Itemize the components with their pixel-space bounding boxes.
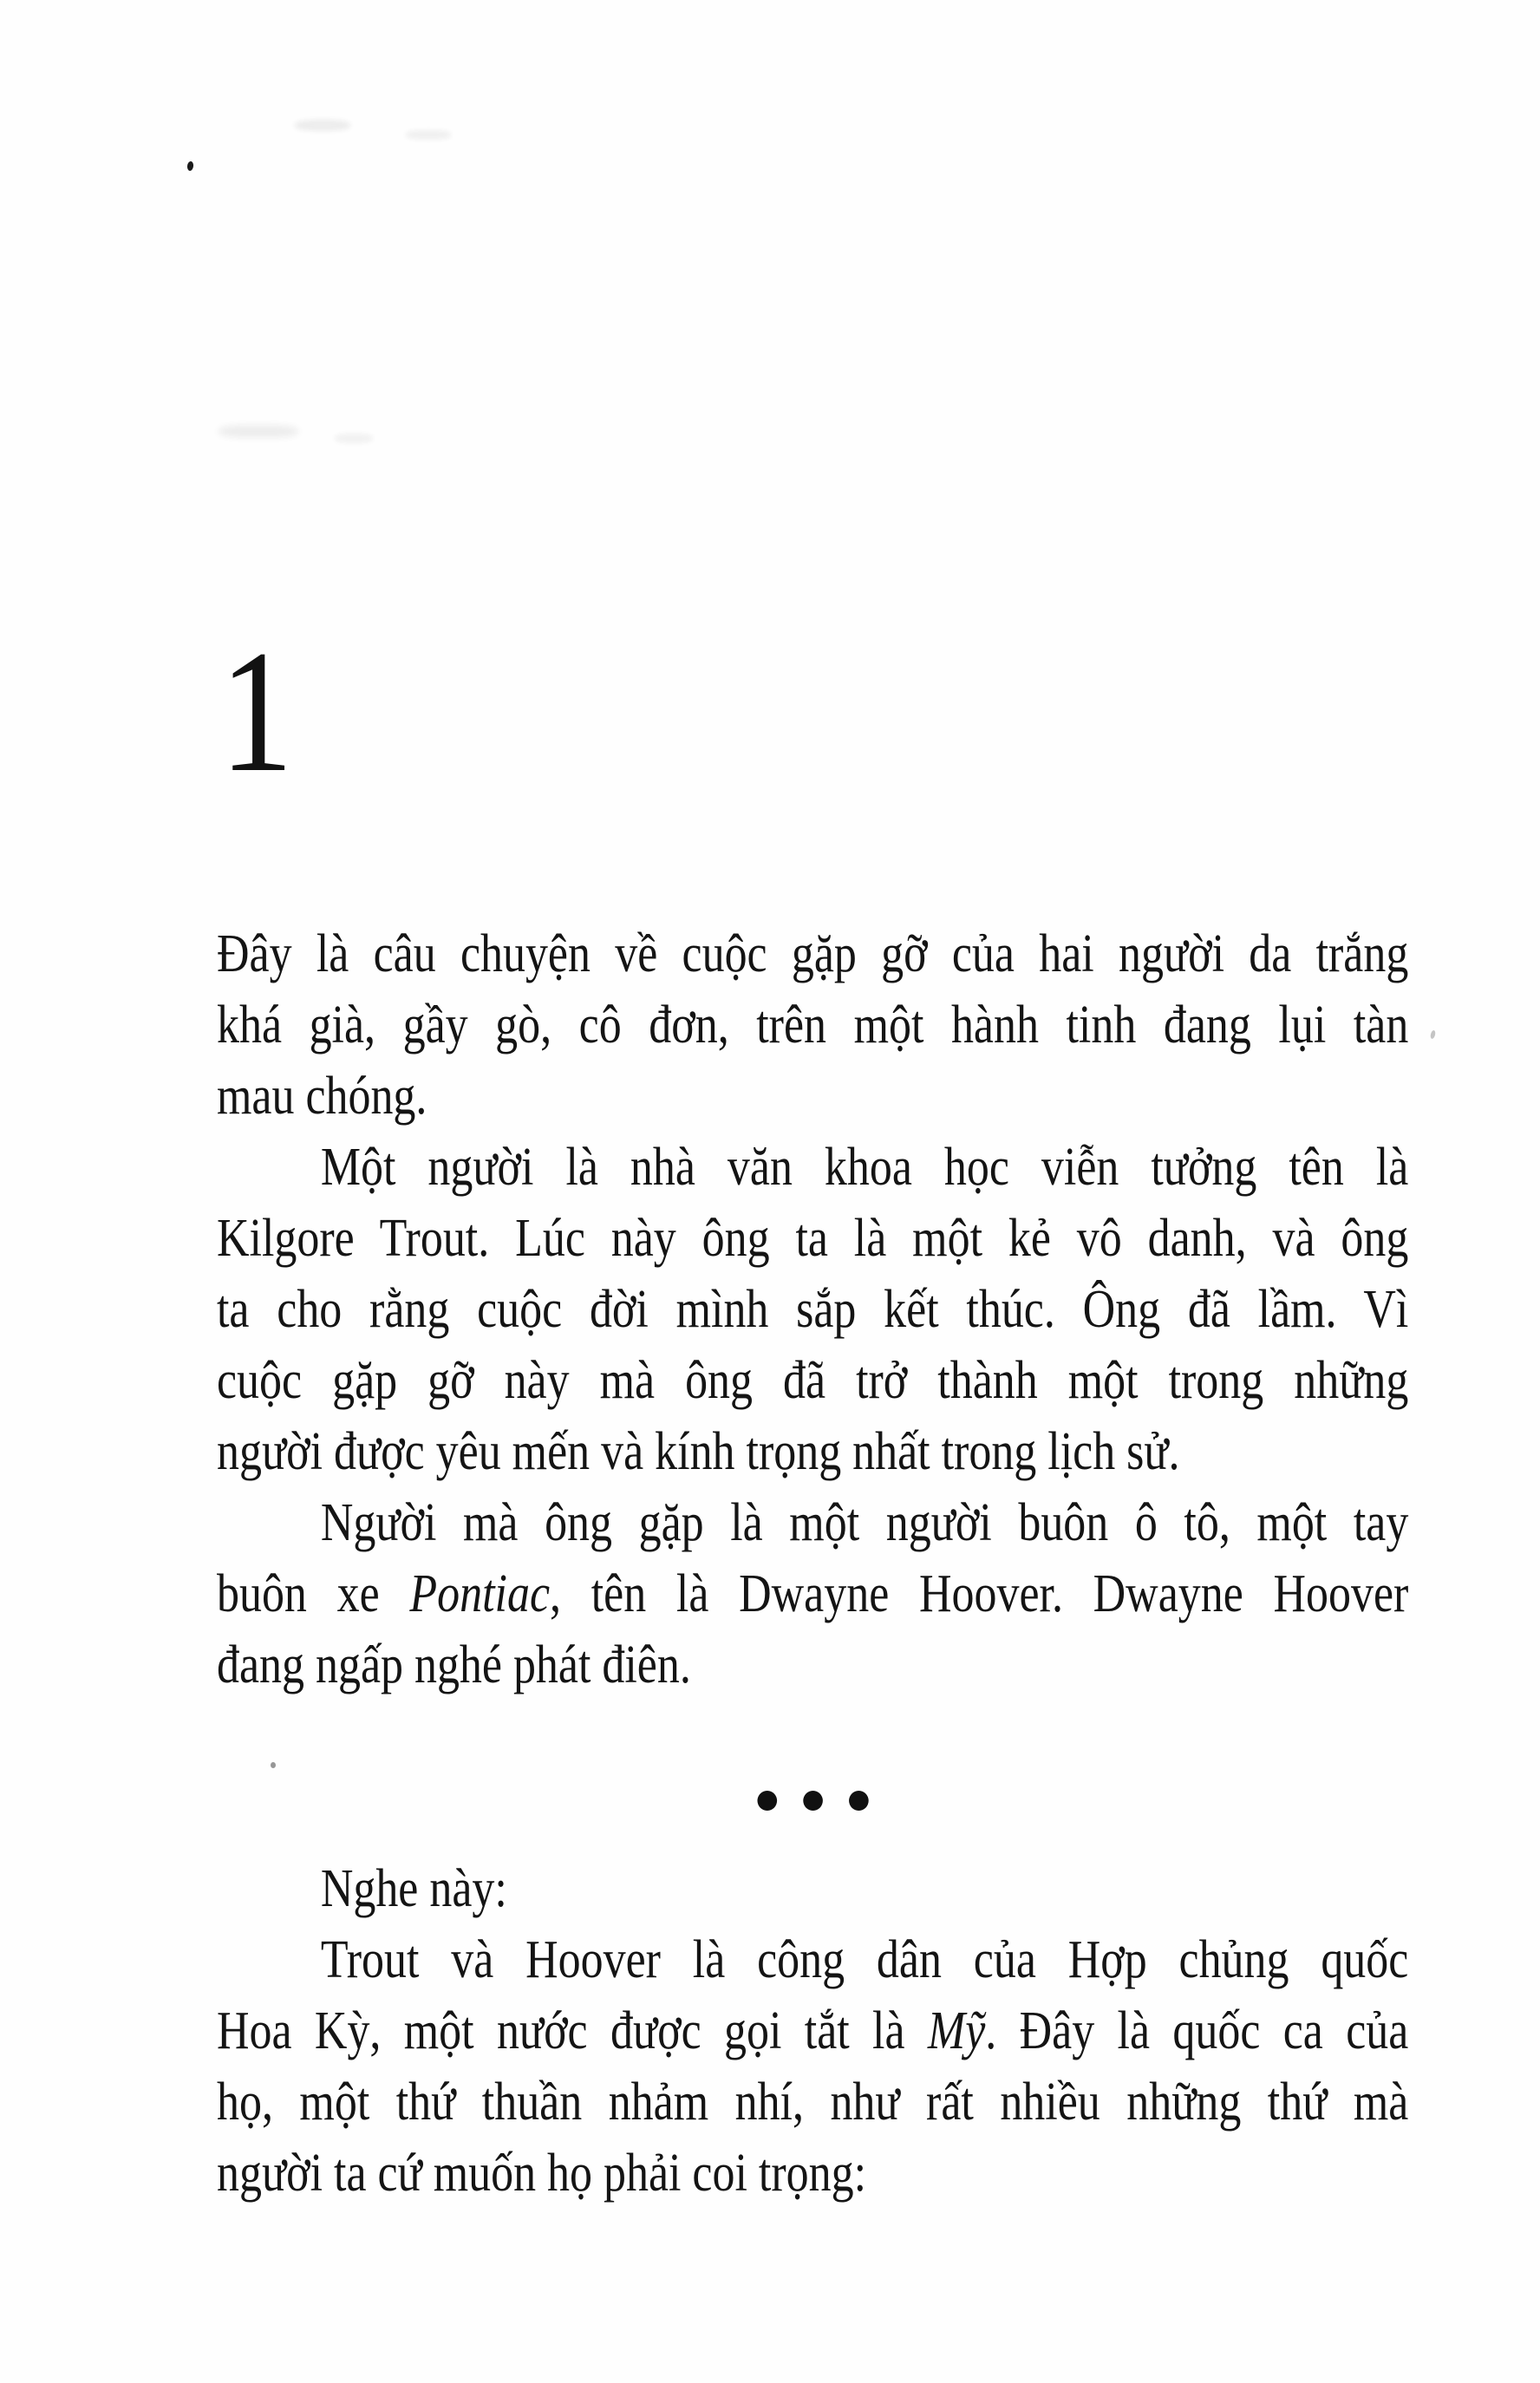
body-text-line bbox=[217, 1924, 1408, 1995]
body-text-segment: họ, một thứ thuần nhảm nhí, như rất nhiều những thứ mà bbox=[217, 2073, 1409, 2132]
body-text-segment: cuộc gặp gỡ này mà ông đã trở thành một trong những bbox=[217, 1351, 1409, 1410]
separator-dot bbox=[803, 1791, 823, 1811]
body-text-line bbox=[217, 1995, 1408, 2066]
body-text-segment: Hoa Kỳ, một nước được gọi tắt là bbox=[217, 2001, 928, 2060]
body-text-segment: đang ngấp nghé phát điên. bbox=[217, 1635, 691, 1694]
body-text-line bbox=[217, 1132, 1408, 1203]
body-text-segment: . Đây là quốc ca của bbox=[985, 2001, 1409, 2060]
body-text-line bbox=[217, 1853, 1408, 1924]
text-block bbox=[217, 918, 1408, 2209]
section-separator bbox=[217, 1701, 1408, 1853]
body-text-line bbox=[217, 2138, 1408, 2209]
body-text-segment: người được yêu mến và kính trọng nhất trong lịch sử. bbox=[217, 1422, 1180, 1481]
body-text-segment: Người mà ông gặp là một người buôn ô tô, một tay bbox=[320, 1493, 1409, 1552]
chapter-number: 1 bbox=[219, 614, 294, 808]
body-text-segment: ta cho rằng cuộc đời mình sắp kết thúc. Ông đã lầm. Vì bbox=[217, 1280, 1409, 1339]
body-text-segment: mau chóng. bbox=[217, 1067, 427, 1126]
separator-dot bbox=[849, 1791, 869, 1811]
body-text-segment: Nghe này: bbox=[320, 1859, 507, 1918]
separator-dot bbox=[757, 1791, 777, 1811]
body-text-segment: Đây là câu chuyện về cuộc gặp gỡ của hai người da trắng bbox=[217, 924, 1409, 983]
body-text-segment: buôn xe bbox=[217, 1564, 410, 1623]
scan-artifact bbox=[186, 161, 193, 172]
scan-artifact bbox=[406, 130, 451, 140]
body-text-line bbox=[217, 2066, 1408, 2138]
body-text-line bbox=[217, 1203, 1408, 1274]
body-text-line bbox=[217, 1629, 1408, 1701]
body-text-line bbox=[217, 1416, 1408, 1487]
body-text-line bbox=[217, 1274, 1408, 1345]
body-text-line bbox=[217, 989, 1408, 1061]
scan-artifact bbox=[1430, 1030, 1436, 1040]
body-text-line bbox=[217, 1345, 1408, 1416]
body-text-segment: Pontiac bbox=[409, 1564, 551, 1623]
body-text-segment: Trout và Hoover là công dân của Hợp chủng quốc bbox=[320, 1930, 1409, 1989]
body-text-line bbox=[217, 918, 1408, 989]
body-text-line bbox=[217, 1061, 1408, 1132]
scan-artifact bbox=[335, 434, 373, 443]
body-text-segment: người ta cứ muốn họ phải coi trọng: bbox=[217, 2144, 867, 2203]
scan-artifact bbox=[219, 425, 298, 438]
body-text-segment: khá già, gầy gò, cô đơn, trên một hành tinh đang lụi tàn bbox=[217, 996, 1409, 1054]
body-text-segment: Một người là nhà văn khoa học viễn tưởng tên là bbox=[320, 1138, 1409, 1197]
body-text-segment: Kilgore Trout. Lúc này ông ta là một kẻ vô danh, và ông bbox=[217, 1209, 1409, 1268]
body-text-line bbox=[217, 1558, 1408, 1629]
body-text-segment: Mỹ bbox=[927, 2001, 986, 2060]
separator-dots-row bbox=[217, 1791, 1408, 1811]
body-text-line bbox=[217, 1487, 1408, 1558]
body-text-segment: , tên là Dwayne Hoover. Dwayne Hoover bbox=[550, 1564, 1409, 1623]
scan-artifact bbox=[295, 120, 350, 131]
